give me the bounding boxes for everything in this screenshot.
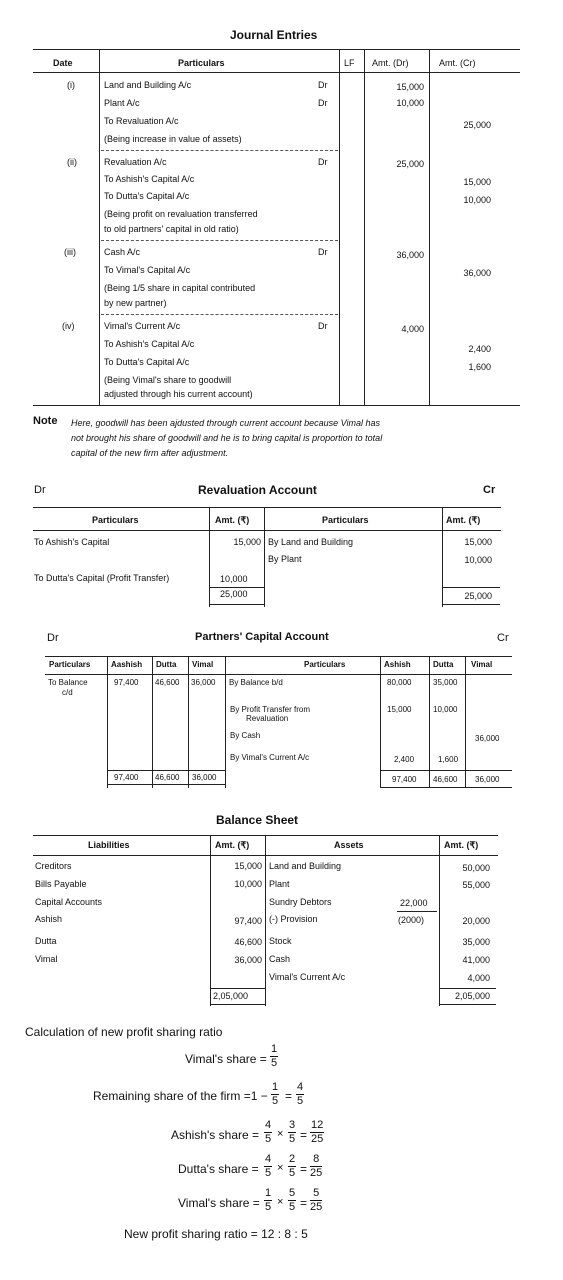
journal-narration: by new partner) [104,298,167,308]
revaluation-title: Revaluation Account [198,483,317,497]
calc-ashish-fraction-a: $\frac{4}{5}$ [265,1119,272,1145]
capital-left-ashish: 97,400 [114,678,139,687]
capital-total-dutta: 46,600 [155,773,180,782]
liability-item: Ashish [35,914,63,924]
journal-cr-amount: 25,000 [463,120,491,130]
calc-times: × [277,1196,284,1208]
journal-narration: (Being increase in value of assets) [104,134,242,144]
journal-line: To Ashish's Capital A/c [104,339,195,349]
calc-dutta-result: $\frac{8}{25}$ [310,1153,323,1179]
capital-right-ashish: 15,000 [387,705,412,714]
journal-header-date: Date [53,58,73,68]
capital-right-ashish: 80,000 [387,678,412,687]
calc-result: New profit sharing ratio = 12 : 8 : 5 [124,1227,308,1241]
journal-narration: (Being profit on revaluation transferred [104,209,258,219]
revaluation-header-amt: Amt. (₹) [215,515,250,525]
capital-header-vimal: Vimal [192,660,214,669]
calc-remaining-fraction: $\frac{1}{5}$ [272,1081,279,1107]
capital-right-item-sub: Revaluation [246,714,289,723]
liability-amount: 46,600 [234,937,262,947]
asset-amount: 35,000 [462,937,490,947]
journal-title: Journal Entries [230,28,318,42]
journal-line: To Dutta's Capital A/c [104,191,190,201]
calc-vimal2-label: Vimal's share = [178,1196,260,1210]
journal-narration: adjusted through his current account) [104,389,253,399]
calc-times: × [277,1162,284,1174]
capital-header-particulars: Particulars [49,660,91,669]
capital-dr: Dr [47,632,59,644]
revaluation-left-amount: 10,000 [220,574,248,584]
journal-line: To Vimal's Capital A/c [104,265,191,275]
asset-amount: 20,000 [462,916,490,926]
capital-right-item: By Profit Transfer from [230,705,311,714]
calc-ashish-fraction-b: $\frac{3}{5}$ [289,1119,296,1145]
journal-dr-amount: 36,000 [396,250,424,260]
journal-date: (iv) [62,321,75,331]
journal-date: (ii) [67,157,77,167]
calc-remaining-label: Remaining share of the firm =1 − [93,1089,268,1103]
journal-line: Vimal's Current A/c [104,321,181,331]
journal-header-cr: Amt. (Cr) [439,58,476,68]
asset-item: Cash [269,954,291,964]
capital-header-dutta-right: Dutta [433,660,454,669]
journal-line: To Ashish's Capital A/c [104,174,195,184]
note-text: capital of the new firm after adjustment. [71,448,229,458]
calculation-title: Calculation of new profit sharing ratio [25,1025,223,1039]
journal-header-lf: LF [344,58,355,68]
capital-header-dutta: Dutta [156,660,177,669]
liability-item: Dutta [35,936,57,946]
asset-subamount: (2000) [398,915,425,925]
journal-dr-mark: Dr [318,321,328,331]
liability-item: Creditors [35,861,72,871]
capital-left-dutta: 46,600 [155,678,180,687]
calc-times: × [277,1128,284,1140]
capital-header-ashish: Aashish [111,660,143,669]
revaluation-left-item: To Dutta's Capital (Profit Transfer) [34,573,170,583]
capital-right-item: By Balance b/d [229,678,283,687]
capital-total-dutta-right: 46,600 [433,775,458,784]
revaluation-right-item: By Plant [268,554,302,564]
liability-amount: 36,000 [234,955,262,965]
calc-equals: = [300,1162,308,1176]
revaluation-left-total: 25,000 [220,589,248,599]
capital-left-vimal: 36,000 [191,678,216,687]
calc-equals: = [285,1089,293,1103]
revaluation-right-amount: 10,000 [464,555,492,565]
journal-narration: (Being Vimal's share to goodwill [104,375,232,385]
journal-line: Land and Building A/c [104,80,192,90]
capital-header-particulars-right: Particulars [304,660,346,669]
revaluation-right-total: 25,000 [464,591,492,601]
asset-item: Vimal's Current A/c [269,972,346,982]
capital-total-ashish-right: 97,400 [392,775,417,784]
liability-item: Bills Payable [35,879,87,889]
capital-cr: Cr [497,632,509,644]
liability-item: Capital Accounts [35,897,103,907]
asset-subamount: 22,000 [400,898,428,908]
capital-right-dutta: 10,000 [433,705,458,714]
calc-equals: = [300,1196,308,1210]
journal-date: (i) [67,80,75,90]
capital-header-ashish-right: Ashish [384,660,411,669]
capital-right-dutta: 35,000 [433,678,458,687]
balance-header-liabilities: Liabilities [88,840,130,850]
liabilities-total: 2,05,000 [213,991,249,1001]
asset-item: Sundry Debtors [269,897,332,907]
asset-amount: 4,000 [467,973,490,983]
revaluation-header-amt-right: Amt. (₹) [446,515,481,525]
journal-dr-mark: Dr [318,247,328,257]
capital-left-item-cd: c/d [62,688,73,697]
asset-item: Land and Building [269,861,342,871]
calc-ashish-label: Ashish's share = [171,1128,260,1142]
asset-amount: 41,000 [462,955,490,965]
asset-amount: 50,000 [462,863,490,873]
journal-header-particulars: Particulars [178,58,225,68]
capital-total-ashish: 97,400 [114,773,139,782]
asset-item: Stock [269,936,292,946]
note-text: not brought his share of goodwill and he is to bring capital is proportion to total [71,433,383,443]
capital-total-vimal: 36,000 [192,773,217,782]
journal-narration: to old partners' capital in old ratio) [104,224,239,234]
capital-right-item: By Cash [230,731,261,740]
calc-vimal-label: Vimal's share = [185,1052,267,1066]
journal-narration: (Being 1/5 share in capital contributed [104,283,256,293]
note-label: Note [33,415,58,427]
journal-cr-amount: 2,400 [468,344,491,354]
liability-amount: 10,000 [234,879,262,889]
journal-dr-mark: Dr [318,80,328,90]
revaluation-left-amount: 15,000 [233,537,261,547]
asset-amount: 55,000 [462,880,490,890]
calc-dutta-label: Dutta's share = [178,1162,259,1176]
journal-date: (iii) [64,247,76,257]
balance-sheet-title: Balance Sheet [216,813,299,827]
journal-line: Revaluation A/c [104,157,167,167]
capital-right-dutta: 1,600 [438,755,459,764]
journal-line: To Revaluation A/c [104,116,179,126]
liability-amount: 15,000 [234,861,262,871]
journal-cr-amount: 36,000 [463,268,491,278]
calc-dutta-fraction-a: $\frac{4}{5}$ [265,1153,272,1179]
journal-dr-amount: 10,000 [396,98,424,108]
asset-item: (-) Provision [269,914,318,924]
journal-line: To Dutta's Capital A/c [104,357,190,367]
calc-equals: = [300,1128,308,1142]
calc-vimal2-result: $\frac{5}{25}$ [310,1187,323,1213]
revaluation-left-item: To Ashish's Capital [34,537,110,547]
journal-header-dr: Amt. (Dr) [372,58,409,68]
assets-total: 2,05,000 [454,991,490,1001]
asset-item: Plant [269,879,290,889]
calc-dutta-fraction-b: $\frac{2}{5}$ [289,1153,296,1179]
note-text: Here, goodwill has been ajdusted through current account because Vimal has [71,418,381,428]
calc-ashish-result: $\frac{12}{25}$ [311,1119,324,1145]
journal-cr-amount: 15,000 [463,177,491,187]
liability-amount: 97,400 [234,916,262,926]
capital-header-vimal-right: Vimal [471,660,493,669]
revaluation-right-amount: 15,000 [464,537,492,547]
capital-right-vimal: 36,000 [475,734,500,743]
journal-line: Cash A/c [104,247,141,257]
balance-header-amt: Amt. (₹) [215,840,250,850]
calc-vimal2-fraction-a: $\frac{1}{5}$ [265,1187,272,1213]
journal-dr-mark: Dr [318,157,328,167]
calc-remaining-result: $\frac{4}{5}$ [297,1081,304,1107]
capital-total-vimal-right: 36,000 [475,775,500,784]
revaluation-header-particulars-right: Particulars [322,515,369,525]
balance-header-assets: Assets [334,840,364,850]
capital-title: Partners' Capital Account [195,631,329,643]
calc-vimal2-fraction-b: $\frac{5}{5}$ [289,1187,296,1213]
balance-header-amt-right: Amt. (₹) [444,840,479,850]
revaluation-cr: Cr [483,484,496,496]
revaluation-right-item: By Land and Building [268,537,354,547]
journal-dr-amount: 15,000 [396,82,424,92]
journal-line: Plant A/c [104,98,140,108]
journal-cr-amount: 1,600 [468,362,491,372]
capital-right-item: By Vimal's Current A/c [230,753,310,762]
journal-dr-amount: 4,000 [401,324,424,334]
capital-left-item: To Balance [48,678,88,687]
calc-vimal-fraction: $\frac{1}{5}$ [271,1043,278,1069]
revaluation-dr: Dr [34,484,46,496]
liability-item: Vimal [35,954,58,964]
journal-dr-mark: Dr [318,98,328,108]
journal-cr-amount: 10,000 [463,195,491,205]
capital-right-ashish: 2,400 [394,755,415,764]
revaluation-header-particulars: Particulars [92,515,139,525]
journal-dr-amount: 25,000 [396,159,424,169]
